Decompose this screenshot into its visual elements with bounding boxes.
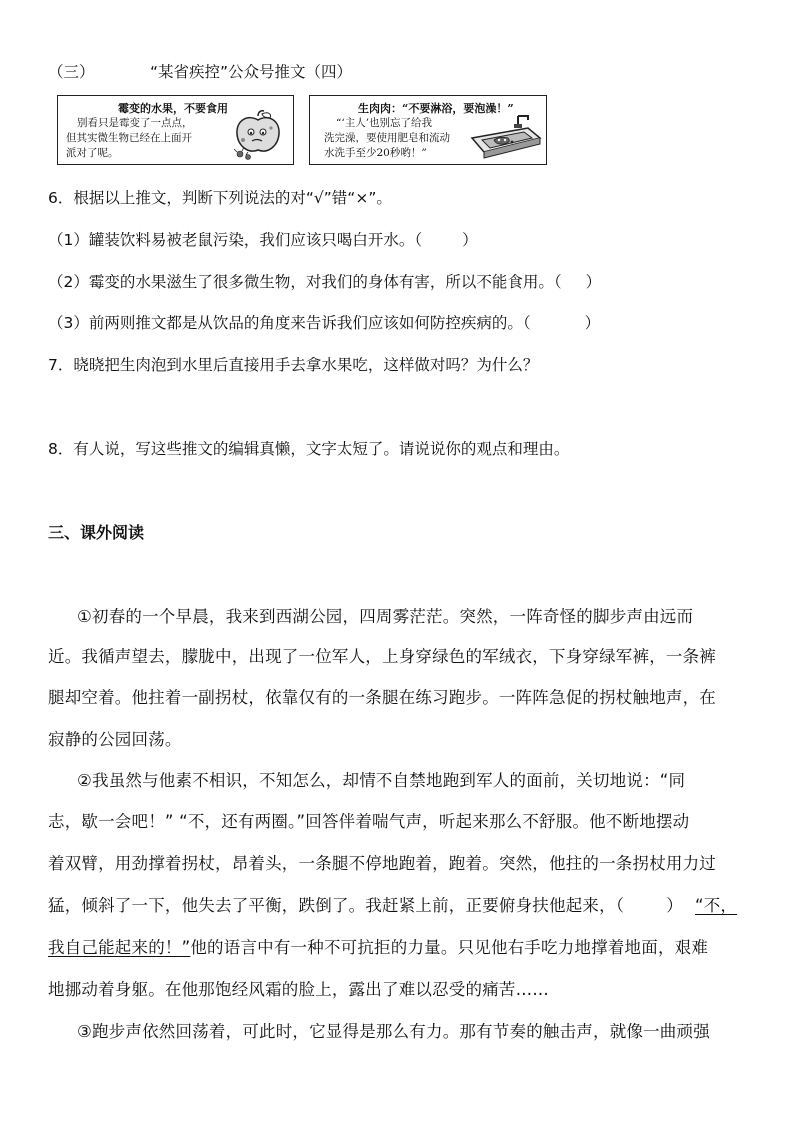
panel-line: 洗完澡，要使用肥皂和流动 bbox=[324, 132, 450, 144]
question-6-1 bbox=[48, 228, 478, 250]
passage-line: 着双臂，用劲撑着拐杖，昂着头，一条腿不停地跑着，跑着。突然，他拄的一条拐杖用力过 bbox=[48, 854, 716, 873]
question-6: 6．根据以上推文，判断下列说法的对“√”错“×”。 bbox=[48, 189, 392, 207]
passage-line: 腿却空着。他拄着一副拐杖，依靠仅有的一条腿在练习跑步。一阵阵急促的拐杖触地声，在 bbox=[48, 688, 716, 707]
tweet-panel-raw-meat bbox=[309, 95, 547, 165]
answer-area-8[interactable] bbox=[48, 460, 748, 510]
moldy-apple-icon bbox=[228, 110, 288, 162]
quote-underlined-start: “不， bbox=[694, 896, 738, 915]
question-6-3-text: （3）前两则推文都是从饮品的角度来告诉我们应该如何防控疾病的。（ bbox=[48, 314, 531, 332]
passage-line: ③跑步声依然回荡着，可此时，它显得是那么有力。那有节奏的触击声，就像一曲顽强 bbox=[77, 1022, 710, 1041]
panel-title: 生肉肉：“不要淋浴，要泡澡！” bbox=[358, 102, 514, 115]
passage-line: ②我虽然与他素不相识，不知怎么，却情不自禁地跑到军人的面前，关切地说：“同 bbox=[77, 771, 686, 790]
panel-line: 但其实微生物已经在上面开 bbox=[66, 132, 192, 144]
panel-line: 水洗手至少20秒哟！” bbox=[324, 147, 427, 159]
passage-line: ①初春的一个早晨，我来到西湖公园，四周雾茫茫。突然，一阵奇怪的脚步声由远而 bbox=[77, 607, 694, 626]
passage-line: 近。我循声望去，朦胧中，出现了一位军人，上身穿绿色的军绒衣，下身穿绿军裤，一条裤 bbox=[48, 647, 716, 666]
close-paren: ） bbox=[584, 314, 601, 332]
close-paren: ） bbox=[666, 896, 683, 915]
answer-area-7[interactable] bbox=[48, 375, 748, 425]
question-6-1-text: （1）罐装饮料易被老鼠污染，我们应该只喝白开水。（ bbox=[48, 231, 423, 249]
panel-line: “‘主人’也别忘了给我 bbox=[336, 117, 433, 129]
quote-underlined-end: 我自己能起来的！” bbox=[48, 938, 191, 957]
question-6-2 bbox=[48, 270, 601, 292]
question-7: 7．晓晓把生肉泡到水里后直接用手去拿水果吃，这样做对吗？为什么？ bbox=[48, 356, 539, 374]
panel-line: 别看只是霉变了一点点， bbox=[77, 117, 193, 129]
panel-title: 霉变的水果，不要食用 bbox=[118, 102, 228, 115]
question-8: 8．有人说，写这些推文的编辑真懒，文字太短了。请说说你的观点和理由。 bbox=[48, 440, 570, 458]
passage-line: 志，歇一会吧！” “不，还有两圈。”回答伴着喘气声，听起来那么不舒服。他不断地摆动 bbox=[48, 812, 690, 831]
question-6-2-text: （2）霉变的水果滋生了很多微生物，对我们的身体有害，所以不能食用。（ bbox=[48, 273, 562, 291]
question-6-3 bbox=[48, 311, 600, 333]
section-3-label: （三） bbox=[48, 63, 95, 81]
close-paren: ） bbox=[585, 273, 602, 291]
passage-line: 地挪动着身躯。在他那饱经风霜的脸上，露出了难以忍受的痛苦…… bbox=[48, 980, 549, 999]
passage-text: 猛，倾斜了一下，他失去了平衡，跌倒了。我赶紧上前，正要俯身扶他起来，（ bbox=[48, 896, 625, 915]
tweet-panel-moldy-fruit bbox=[57, 95, 294, 165]
sink-icon bbox=[468, 112, 542, 160]
panel-line: 派对了呢。 bbox=[66, 147, 119, 159]
passage-line: 寂静的公园回荡。 bbox=[48, 730, 182, 749]
passage-line bbox=[48, 892, 737, 916]
passage-text: 他的语言中有一种不可抗拒的力量。只见他右手吃力地撑着地面，艰难 bbox=[190, 938, 709, 957]
passage-line bbox=[48, 934, 708, 958]
section-3-title: “某省疾控”公众号推文（四） bbox=[150, 63, 353, 81]
close-paren: ） bbox=[462, 231, 478, 249]
section-heading: 三、课外阅读 bbox=[48, 523, 145, 542]
